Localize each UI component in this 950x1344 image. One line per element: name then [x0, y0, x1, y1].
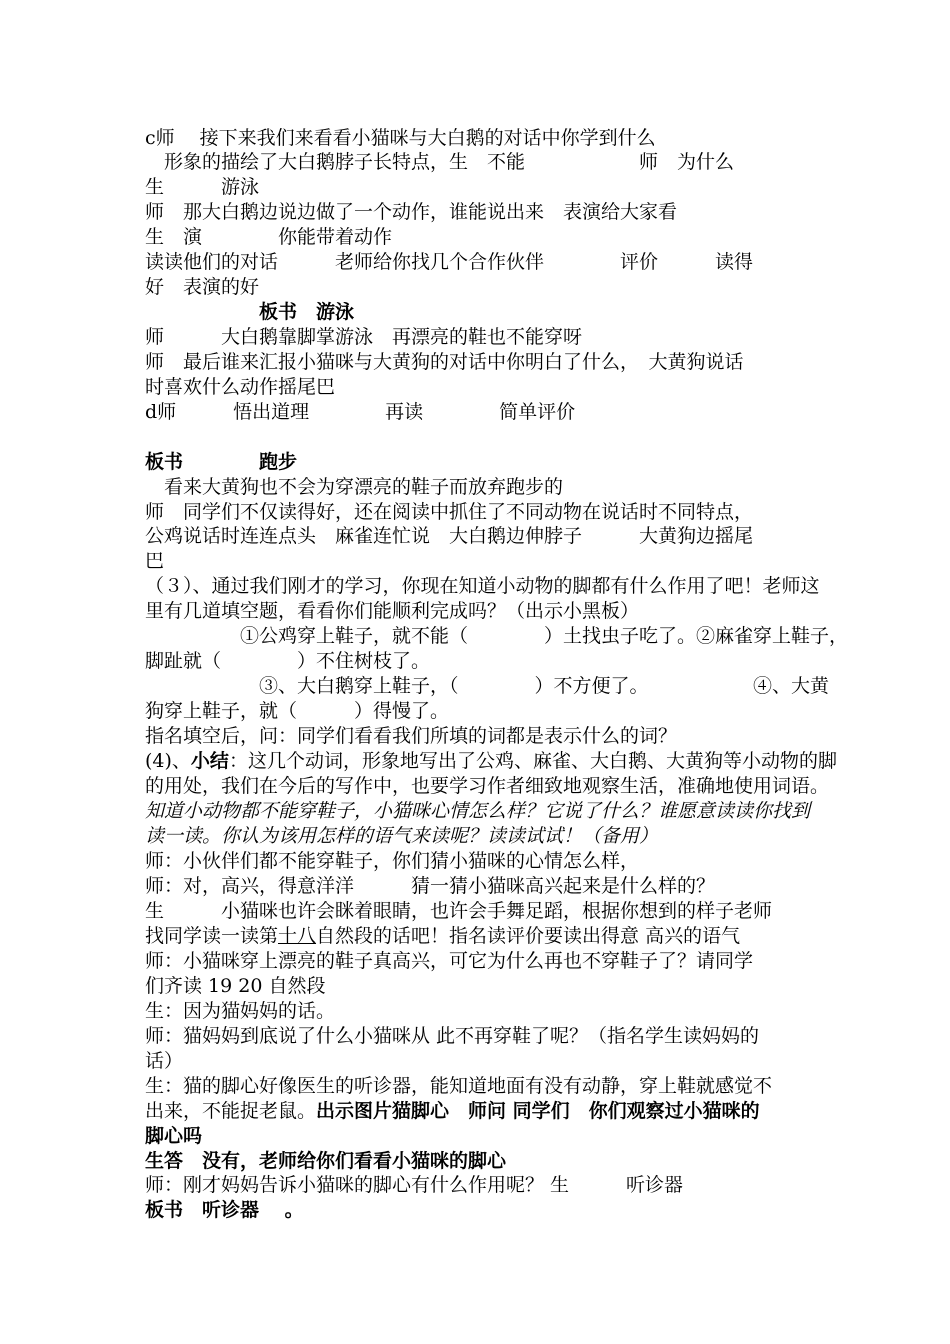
text-line: 生 游泳	[145, 176, 260, 198]
bold-segment: 出示图片猫脚心 师问 同学们 你们观察过小猫咪的	[316, 1100, 760, 1122]
text-line: d师 悟出道理 再读 简单评价	[145, 401, 576, 423]
text-line: 的用处，我们在今后的写作中，也要学习作者细致地观察生活，准确地使用词语。	[145, 775, 830, 797]
text-line: 生答 没有，老师给你们看看小猫咪的脚心	[145, 1150, 507, 1172]
text-line: 师：对，高兴，得意洋洋 猜一猜小猫咪高兴起来是什么样的？	[145, 875, 716, 897]
text-line: 师：小伙伴们都不能穿鞋子，你们猜小猫咪的心情怎么样，	[145, 850, 640, 872]
text-line: ①公鸡穿上鞋子，就不能（ ）土找虫子吃了。②麻雀穿上鞋子，	[145, 625, 849, 647]
text-line: 指名填空后，问：同学们看看我们所填的词都是表示什么的词？	[145, 725, 678, 747]
text-line: c师 接下来我们来看看小猫咪与大白鹅的对话中你学到什么	[145, 127, 656, 149]
text-line: 公鸡说话时连连点头 麻雀连忙说 大白鹅边伸脖子 大黄狗边摇尾	[145, 525, 754, 547]
summary-label: 小结	[190, 750, 229, 772]
text-line: 好 表演的好	[145, 276, 260, 298]
text-line: （３）、通过我们刚才的学习，你现在知道小动物的脚都有什么作用了吧！老师这	[145, 575, 820, 597]
text-line: 生 小猫咪也许会眯着眼睛，也许会手舞足蹈，根据你想到的样子老师	[145, 900, 773, 922]
text-line	[145, 925, 740, 947]
italic-note: 知道小动物都不能穿鞋子，小猫咪心情怎么样？它说了什么？谁愿意读读你找到	[145, 800, 811, 822]
text-line: ③、大白鹅穿上鞋子，（ ）不方便了。 ④、大黄	[145, 675, 830, 697]
text-line: 形象的描绘了大白鹅脖子长特点，生 不能 师 为什么	[145, 151, 735, 173]
text-line: 里有几道填空题，看看你们能顺利完成吗？（出示小黑板）	[145, 600, 640, 622]
text-line: 巴	[145, 550, 165, 572]
text-line: 师 那大白鹅边说边做了一个动作，谁能说出来 表演给大家看	[145, 201, 678, 223]
board-note: 板书 跑步	[145, 451, 298, 473]
italic-note: 读一读。你认为该用怎样的语气来读呢？读读试试！（备用）	[145, 825, 659, 847]
text-line: 读读他们的对话 老师给你找几个合作伙伴 评价 读得	[145, 251, 754, 273]
text-line: 脚心吗	[145, 1125, 203, 1147]
text-line: 师：猫妈妈到底说了什么小猫咪从 此不再穿鞋了呢？（指名学生读妈妈的	[145, 1025, 760, 1047]
text-line: 时喜欢什么动作摇尾巴	[145, 376, 336, 398]
text-line: 狗穿上鞋子，就（ ）得慢了。	[145, 700, 450, 722]
text-line: 生：猫的脚心好像医生的听诊器，能知道地面有没有动静，穿上鞋就感觉不	[145, 1075, 773, 1097]
text-line: 师 大白鹅靠脚掌游泳 再漂亮的鞋也不能穿呀	[145, 326, 583, 348]
text-line: 脚趾就（ ）不住树枝了。	[145, 650, 431, 672]
text-line: 们齐读 19 20 自然段	[145, 975, 326, 997]
section-number: (4)、	[145, 750, 191, 772]
text-line: 师：刚才妈妈告诉小猫咪的脚心有什么作用呢？ 生 听诊器	[145, 1174, 684, 1196]
text-line: 生 演 你能带着动作	[145, 226, 393, 248]
board-note: 板书 游泳	[145, 301, 355, 323]
text-line	[145, 750, 837, 772]
summary-text: ：这几个动词，形象地写出了公鸡、麻雀、大白鹅、大黄狗等小动物的脚	[228, 750, 837, 772]
board-note: 板书 听诊器 。	[145, 1199, 304, 1221]
text-line: 师 最后谁来汇报小猫咪与大黄狗的对话中你明白了什么， 大黄狗说话	[145, 351, 744, 373]
text-line	[145, 1100, 760, 1122]
text-segment: 找同学读一读第	[145, 925, 279, 947]
text-line: 师：小猫咪穿上漂亮的鞋子真高兴，可它为什么再也不穿鞋子了？请同学	[145, 950, 754, 972]
paragraph-number: 十八	[278, 925, 317, 947]
text-segment: 出来，不能捉老鼠。	[145, 1100, 317, 1122]
text-line: 看来大黄狗也不会为穿漂亮的鞋子而放弃跑步的	[145, 476, 564, 498]
text-segment: 自然段的话吧！指名读评价要读出得意 高兴的语气	[316, 925, 741, 947]
text-line: 话）	[145, 1050, 184, 1072]
text-line: 生：因为猫妈妈的话。	[145, 1000, 336, 1022]
text-line: 师 同学们不仅读得好，还在阅读中抓住了不同动物在说话时不同特点，	[145, 501, 754, 523]
